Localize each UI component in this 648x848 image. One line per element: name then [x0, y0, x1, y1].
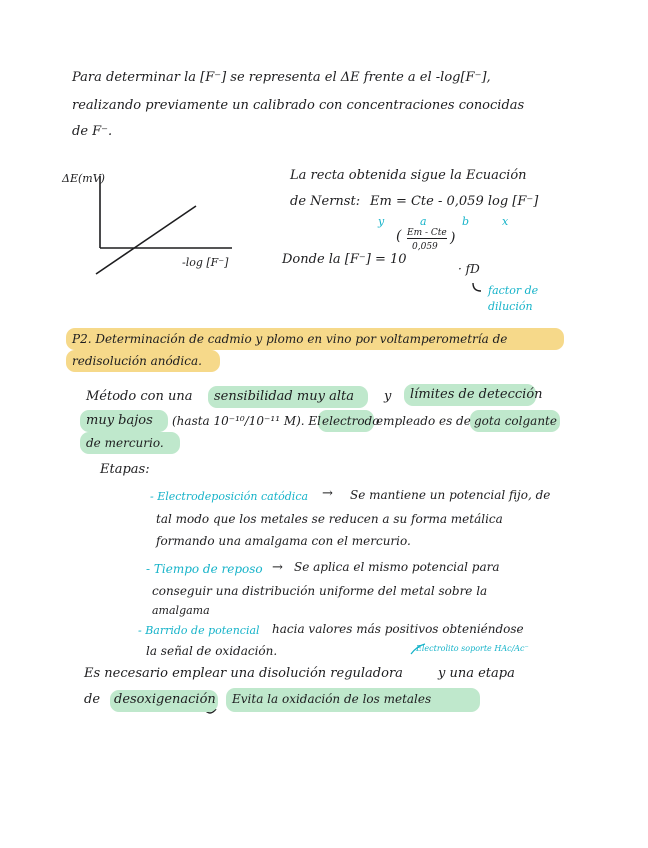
closing-2c: Evita la oxidación de los metales [232, 692, 432, 706]
nernst-equation: Em = Cte - 0,059 log [F⁻] [370, 194, 539, 209]
stage-1-title: - Electrodeposición catódica [150, 490, 309, 503]
exponent-denominator: 0,059 [412, 242, 438, 252]
method-1c: y [384, 389, 392, 404]
donde-line: Donde la [F⁻] = 10 [282, 252, 407, 267]
method-1d: límites de detección [410, 387, 543, 402]
stage-3-line-1: hacia valores más positivos obteniéndose [272, 622, 524, 636]
stage-1-line-2: tal modo que los metales se reducen a su forma metálica [156, 512, 503, 526]
intro-line-3: de F⁻. [72, 124, 113, 139]
closing-1a: Es necesario emplear una disolución reguladora [84, 666, 403, 681]
method-2d: empleado es de [376, 414, 471, 428]
stage-2-line-3: amalgama [152, 604, 210, 617]
method-2e: gota colgante [474, 414, 557, 428]
factor-label-2: dilución [488, 300, 533, 313]
section-title-1: P2. Determinación de cadmio y plomo en vino por voltamperometría de [72, 332, 508, 346]
stage-1-arrow: → [322, 486, 333, 501]
nernst-line-1: La recta obtenida sigue la Ecuación [290, 168, 527, 183]
exponent-numerator: Em - Cte [407, 228, 447, 238]
nernst-prefix: de Nernst: [290, 194, 361, 209]
method-2a: muy bajos [86, 413, 153, 428]
var-y: y [378, 215, 385, 228]
stage-2-title: - Tiempo de reposo [146, 562, 263, 576]
calibration-line [96, 206, 196, 274]
hook-arrow-icon [473, 283, 481, 291]
stage-1-line-3: formando una amalgama con el mercurio. [156, 534, 411, 548]
var-b: b [462, 215, 470, 228]
exponent-close-paren: ) [450, 230, 456, 246]
method-1a: Método con una [86, 389, 193, 404]
stage-2-arrow: → [272, 560, 283, 575]
method-3: de mercurio. [86, 436, 164, 450]
graph-x-label: -log [F⁻] [182, 256, 229, 269]
intro-line-1: Para determinar la [F⁻] se representa el ΔE frente a el -log[F⁻], [72, 70, 491, 85]
closing-2a: de [84, 692, 101, 707]
var-x: x [502, 215, 509, 228]
stage-2-line-2: conseguir una distribución uniforme del metal sobre la [152, 584, 488, 598]
factor-label-1: factor de [488, 284, 539, 297]
var-a: a [420, 215, 427, 228]
factor-symbol: · fD [458, 262, 480, 276]
graph-y-label: ΔE(mV) [62, 172, 105, 185]
electrolyte-annotation: Electrolito soporte HAc/Ac⁻ [416, 644, 529, 653]
closing-2b: desoxigenación [114, 692, 216, 707]
method-2b: (hasta 10⁻¹⁰/10⁻¹¹ M). El [172, 414, 322, 428]
exponent-open-paren: ( [396, 228, 402, 244]
stages-heading: Etapas: [100, 462, 150, 477]
method-2c: electrodo [322, 414, 380, 428]
stage-1-line-1: Se mantiene un potencial fijo, de [350, 488, 551, 502]
stage-3-title: - Barrido de potencial [138, 624, 260, 637]
closing-1b: y una etapa [438, 666, 515, 681]
intro-line-2: realizando previamente un calibrado con concentraciones conocidas [72, 98, 525, 113]
stage-2-line-1: Se aplica el mismo potencial para [294, 560, 500, 574]
section-title-2: redisolución anódica. [72, 354, 202, 368]
method-1b: sensibilidad muy alta [214, 389, 354, 404]
stage-3-line-2: la señal de oxidación. [146, 644, 278, 658]
